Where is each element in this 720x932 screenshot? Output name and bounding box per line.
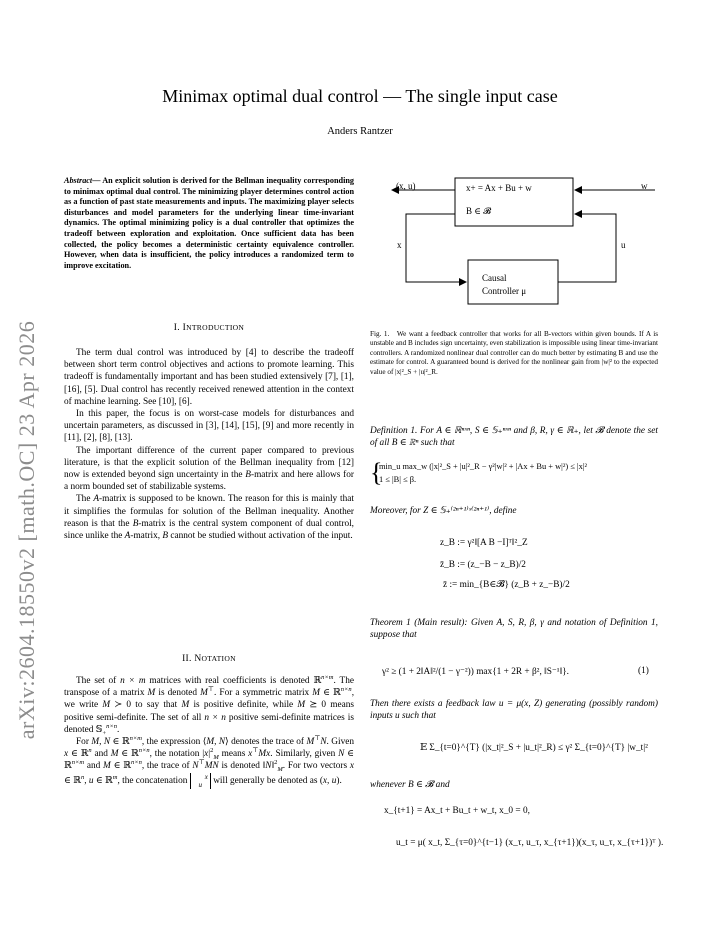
theorem-then: Then there exists a feedback law u = μ(x, Z) generating (possibly random) inputs u such that <box>370 699 658 722</box>
section-number: I. <box>173 323 183 333</box>
intro-paragraph-4: The A-matrix is supposed to be known. The reason for this is mainly that it simplifies the formulas for solution of the Bellman inequality. Another reason is that the B-matrix is the central system component of dual control, since unlike the A-matrix, B cannot be studied without activation of the input. <box>64 494 355 542</box>
abstract-label: Abstract <box>64 176 93 185</box>
abstract-text: — An explicit solution is derived for the Bellman inequality corresponding to minimax optimal dual control. The minimizing player determines control action as a function of past state measurements and inputs. The maximizing player selects disturbances and model parameters for the underlying linear time-invariant dynamics. The optimal minimizing policy is a dual controller that optimizes the tradeoff between exploration and exploitation. Once sufficient data has been collected, the policy becomes a deterministic certainty equivalence controller. However, when data is insufficient, the policy introduces a randomized term to improve excitation. <box>64 176 354 270</box>
theorem-label: Theorem 1 (Main result): <box>370 618 468 628</box>
notation-body <box>64 675 354 789</box>
paper-author: Anders Rantzer <box>327 126 393 137</box>
theorem-dynamics: x_{t+1} = Ax_t + Bu_t + w_t, x_0 = 0, <box>384 806 530 816</box>
theorem-1 <box>370 617 658 641</box>
heading-rest: NTRODUCTION <box>186 323 245 332</box>
section-number: II. <box>182 654 195 664</box>
intro-paragraph-3: The important difference of the current paper compared to previous literature, is that the explicit solution of the Bellman inequality from [12] now is extended beyond sign uncertainty in the B-matrix and here allows for a norm bounded set of stabilizable systems. <box>64 445 354 493</box>
equation-zbar: z̄ := min_{B∈𝓑} (z_B + z_−B)/2 <box>443 580 570 590</box>
arxiv-identifier: arXiv:2604.18550v2 [math.OC] 23 Apr 2026 <box>14 320 39 740</box>
definition-text: For A ∈ ℝⁿˣⁿ, S ∈ 𝕊₊ⁿˣⁿ and β, R, γ ∈ ℝ₊, let 𝓑 denote the set of all B ∈ ℝⁿ such that <box>370 426 659 449</box>
diagram-disturbance-label: w <box>641 181 648 191</box>
definition-moreover: Moreover, for Z ∈ 𝕊₊⁽²ⁿ⁺¹⁾ˣ⁽²ⁿ⁺¹⁾, define <box>370 506 517 516</box>
theorem-text: Given A, S, R, β, γ and notation of Definition 1, suppose that <box>370 618 659 641</box>
section-notation-heading <box>64 654 354 664</box>
equation-zb: z_B := γ²‖[A B −I]ᵀ‖²_Z <box>440 538 528 548</box>
intro-paragraph-2: In this paper, the focus is on worst-case models for disturbances and uncertain parameters, as discussed in [3], [14], [15], [9] and more recently in [11], [2], [8], [13]. <box>64 409 354 444</box>
caption-text: We want a feedback controller that works for all B-vectors within given bounds. If A is unstable and B includes sign uncertainty, even stabilization is impossible using linear time-invariant controllers. A randomized nonlinear dual controller can do much better by estimating B and use the estimate for control. A guaranteed bound is derived for the nonlinear gain from |w|² to the expected value of |x|²_S + |u|²_R. <box>370 330 659 376</box>
diagram-controller-line-2: Controller μ <box>482 286 527 296</box>
theorem-whenever: whenever B ∈ 𝓑 and <box>370 780 450 790</box>
intro-paragraph-1: The term dual control was introduced by [4] to describe the tradeoff between short term control objectives and actions to promote learning. This tradeoff is fundamentally important and has been studied extensively [7], [1], [16], [5]. Dual control has recently received renewed attention in the context of machine learning. See [10], [6]. <box>64 348 354 407</box>
definition-1 <box>370 425 658 449</box>
diagram-plant-set: B ∈ 𝓑 <box>466 206 492 216</box>
notation-paragraph-1: The set of n × m matrices with real coefficients is denoted ℝ$^{n\times m}$. The transpose of a matrix M is denoted M⊤. For a symmetric matrix M ∈ ℝ$^{n\times n}$, we write M ≻ 0 to say that M is positive definite, while M ⪰ 0 means positive semi-definite. The set of all n × n positive semi-definite matrices is denoted 𝕊$_+^{n\times n}$. <box>64 673 355 737</box>
arxiv-sidebar <box>2 300 52 760</box>
equation-zbar-b: z̄_B := (z_−B − z_B)/2 <box>440 560 526 570</box>
heading-first-letter: I <box>182 323 187 333</box>
heading-rest: OTATION <box>201 654 236 663</box>
diagram-input-label: u <box>621 240 626 250</box>
figure-caption <box>370 330 658 377</box>
left-brace: { <box>370 458 383 487</box>
caption-label: Fig. 1. <box>370 330 390 338</box>
diagram-output-label: (x, u) <box>396 181 416 191</box>
theorem-expectation-bound: 𝔼 Σ_{t=0}^{T} (|x_t|²_S + |u_t|²_R) ≤ γ² Σ_{t=0}^{T} |w_t|² <box>420 743 648 753</box>
diagram-state-label: x <box>397 240 402 250</box>
diagram-plant-equation: x+ = Ax + Bu + w <box>466 183 532 193</box>
paper-title: Minimax optimal dual control — The single input case <box>162 86 558 106</box>
section-introduction-heading <box>64 323 354 333</box>
condition-1: min_u max_w (|x|²_S + |u|²_R − γ²|w|² + |Ax + Bu + w|²) ≤ |x|² <box>379 462 587 471</box>
definition-label: Definition 1. <box>370 426 418 436</box>
diagram-controller-line-1: Causal <box>482 273 507 283</box>
introduction-body <box>64 347 354 542</box>
theorem-inequality: γ² ≥ (1 + 2‖A‖²/(1 − γ⁻²)) max{1 + 2R + β², ‖S⁻¹‖}. <box>382 667 569 677</box>
heading-first-letter: N <box>194 654 202 664</box>
abstract <box>64 176 354 271</box>
theorem-control-law: u_t = μ( x_t, Σ_{τ=0}^{t−1} (x_τ, u_τ, x_{τ+1})(x_τ, u_τ, x_{τ+1})ᵀ ). <box>396 838 664 848</box>
equation-number: (1) <box>638 666 649 676</box>
condition-2: 1 ≤ |B| ≤ β. <box>379 475 417 484</box>
notation-paragraph-2: For M, N ∈ ℝ$^{n\times m}$, the expression ⟨M, N⟩ denotes the trace of M⊤N. Given x ∈ ℝ$^n$ and M ∈ ℝ$^{n\times n}$, the notation $|x|^2_M$ means x⊤Mx. Similarly, given N ∈ ℝ$^{n\times m}$ and M ∈ ℝ$^{n\times n}$, the trace of N⊤MN is denoted ‖N‖$^2_M$. For two vectors x ∈ ℝ$^n$, u ∈ ℝ$^m$, the concatenation x u will generally be denoted as (x, u). <box>64 734 355 789</box>
